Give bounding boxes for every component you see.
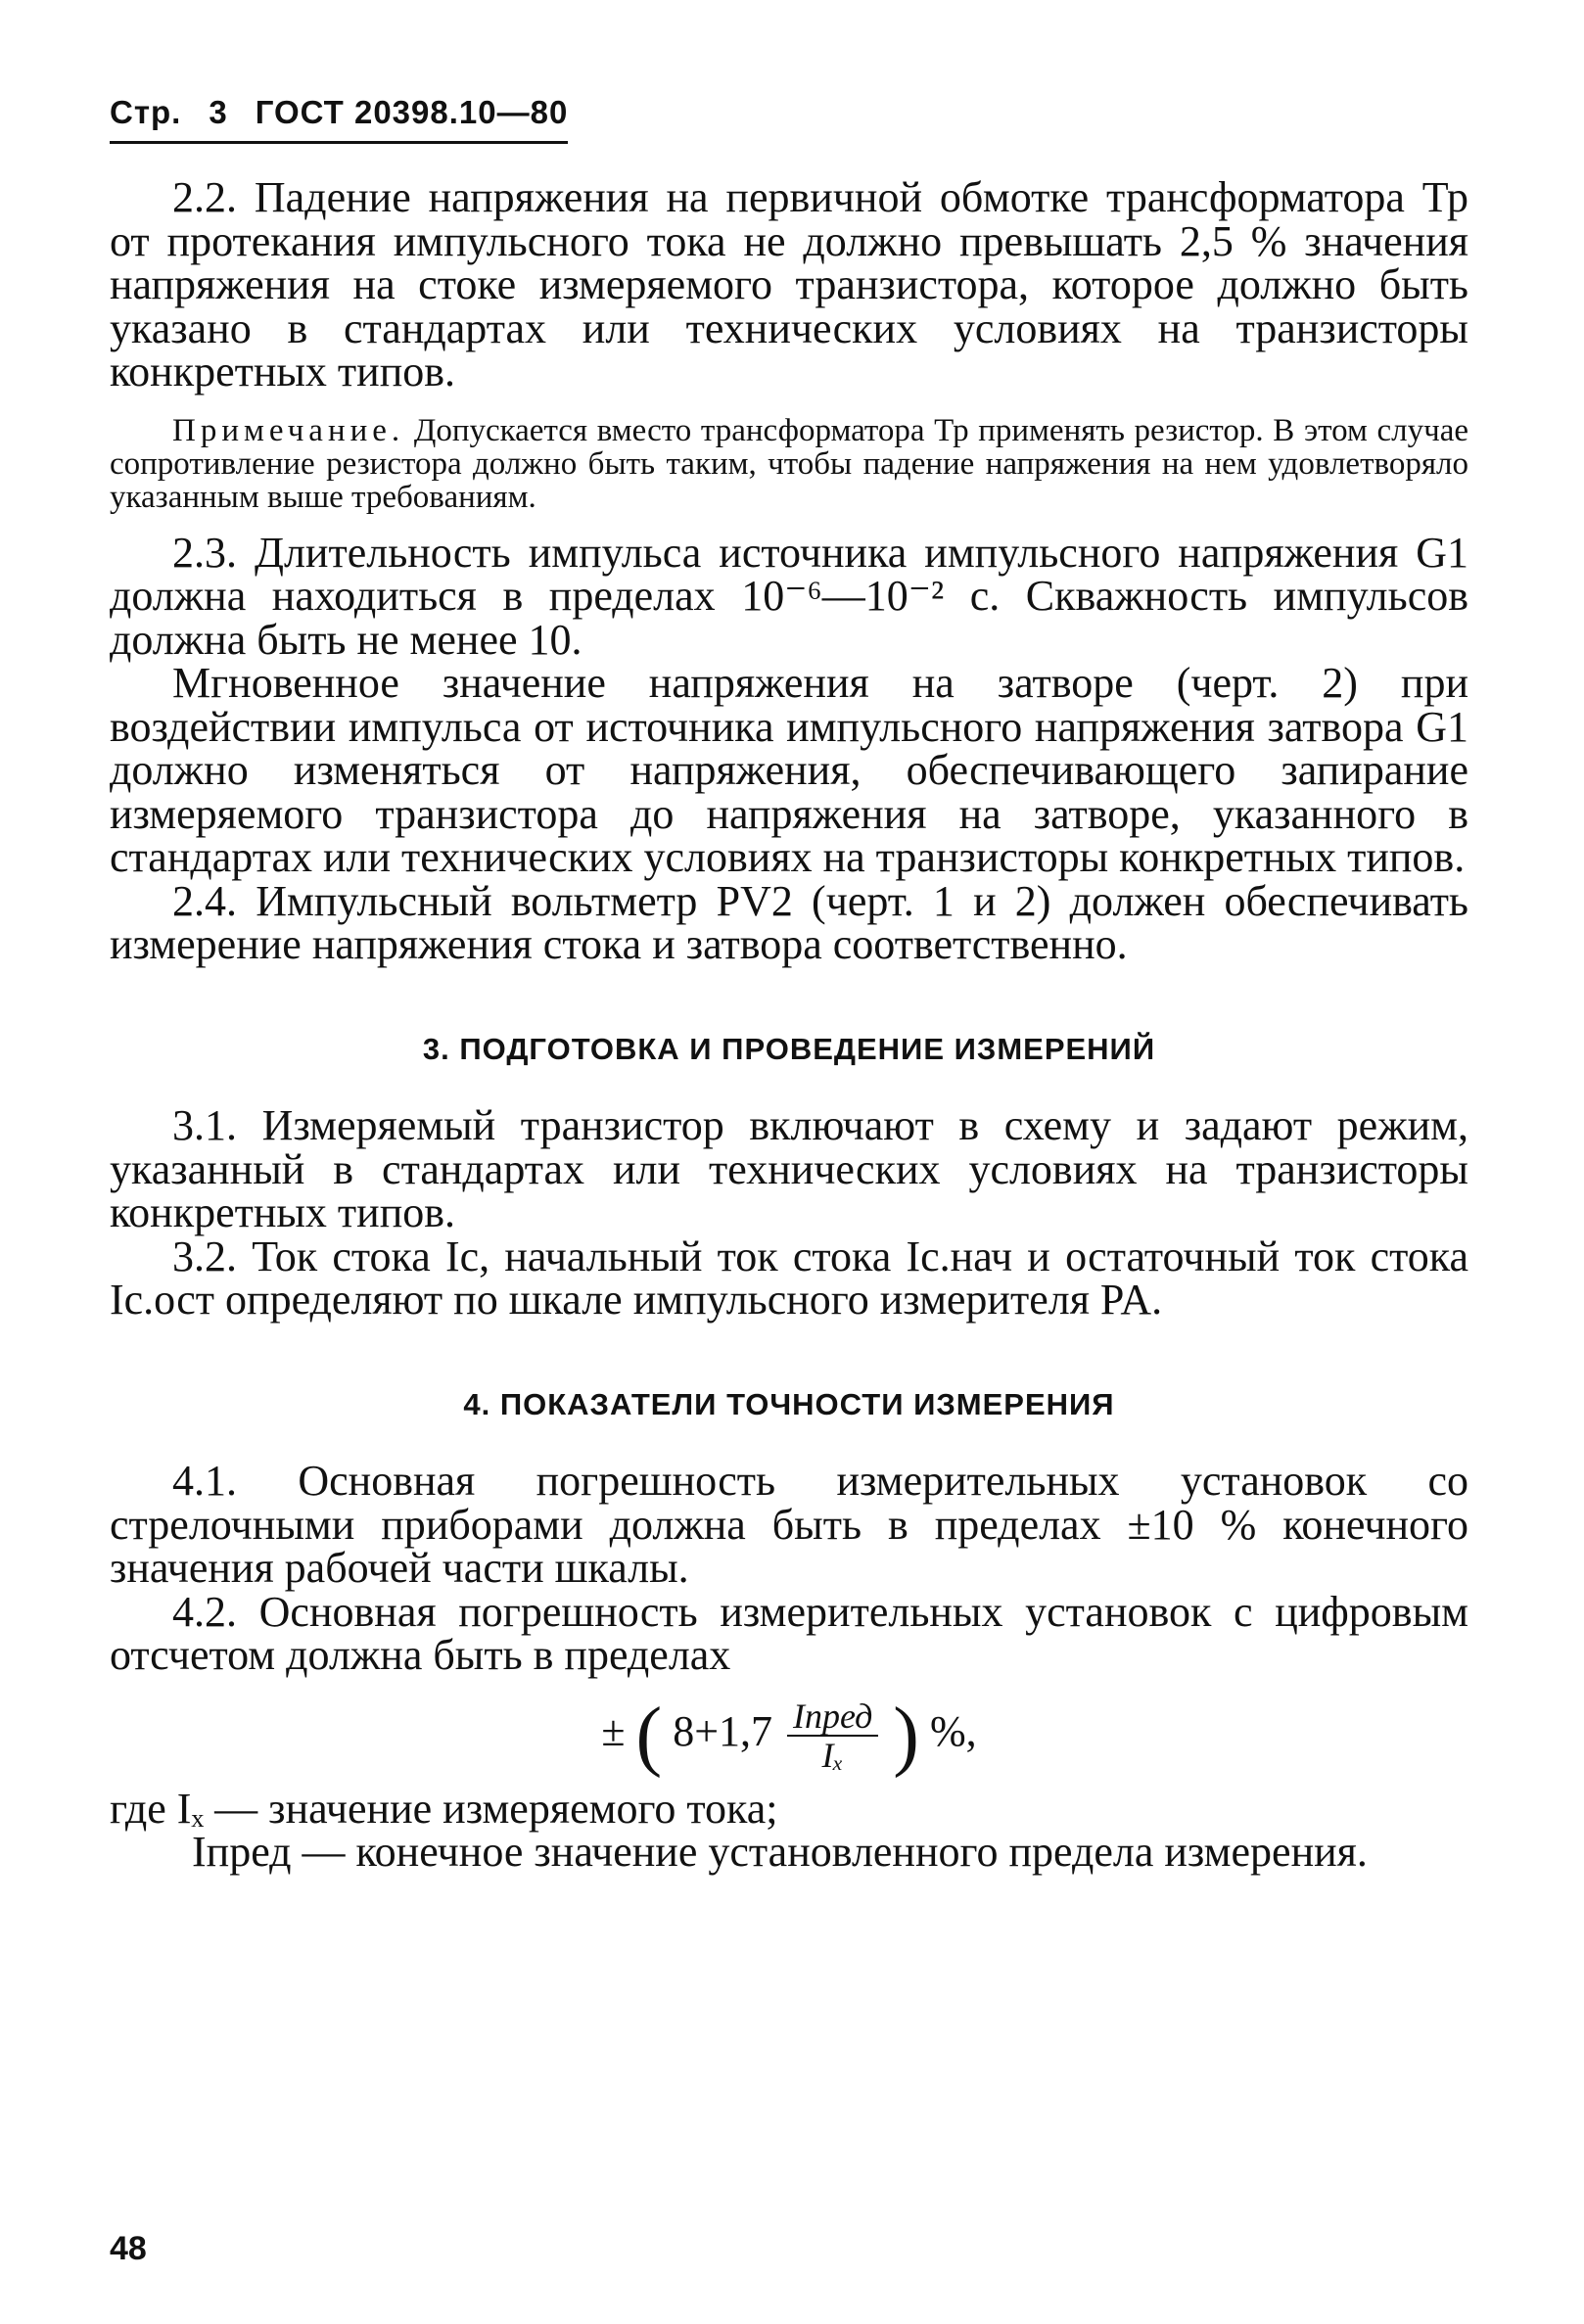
standard-code: ГОСТ 20398.10—80 <box>255 94 569 130</box>
formula-left-paren: ( <box>635 1692 663 1779</box>
note <box>110 414 1468 514</box>
section-4-title: 4. ПОКАЗАТЕЛИ ТОЧНОСТИ ИЗМЕРЕНИЯ <box>463 1386 1115 1421</box>
formula-fraction <box>787 1697 878 1774</box>
paragraph-3-1: 3.1. Измеряемый транзистор включают в схему и задают режим, указанный в стандартах или технических условиях на транзисторы конкретных типов. <box>110 1101 1468 1236</box>
page-header <box>110 94 568 144</box>
page-number: 3 <box>209 94 228 130</box>
paragraph-4-1: 4.1. Основная погрешность измерительных установок со стрелочными приборами должна быть в пределах ±10 % конечного значения рабочей части шкалы. <box>110 1457 1468 1592</box>
formula-right-paren: ) <box>893 1692 919 1779</box>
paragraph-2-2: 2.2. Падение напряжения на первичной обмотке трансформатора Тр от протекания импульсного тока не должно превышать 2,5 % значения напряжения на стоке измеряемого транзистора, которое должно быть указано в стандартах или технических условиях на транзисторы конкретных типов. <box>110 173 1468 395</box>
formula-plus-minus: ± <box>601 1706 626 1755</box>
note-heading: Примечание. <box>172 412 405 448</box>
paragraph-2-4: 2.4. Импульсный вольтметр PV2 (черт. 1 и 2) должен обеспечивать измерение напряжения стока и затвора соответственно. <box>110 876 1468 968</box>
paragraph-4-2: 4.2. Основная погрешность измерительных установок с цифровым отсчетом должна быть в пределах <box>110 1587 1468 1679</box>
formula-constant: 8+1,7 <box>673 1706 773 1755</box>
definition-ix: где Iₓ — значение измеряемого тока; <box>110 1784 778 1833</box>
page-label: Стр. <box>110 94 182 130</box>
definition-ipred: Iпред — конечное значение установленного предела измерения. <box>192 1828 1368 1876</box>
formula-suffix: %, <box>929 1706 977 1755</box>
note-text: Допускается вместо трансформатора Тр применять резистор. В этом случае сопротивление резистора должно быть таким, чтобы падение напряжения на нем удовлетворяло указанным выше требованиям. <box>110 412 1468 515</box>
accuracy-formula <box>110 1692 1468 1779</box>
formula-denominator: Iₓ <box>821 1735 844 1775</box>
document-body <box>110 173 1468 1876</box>
page-footer-number: 48 <box>110 2230 147 2267</box>
section-3-title: 3. ПОДГОТОВКА И ПРОВЕДЕНИЕ ИЗМЕРЕНИЙ <box>422 1031 1156 1066</box>
paragraph-3-2: 3.2. Ток стока Iс, начальный ток стока Iс.нач и остаточный ток стока Iс.ост определяют по шкале импульсного измерителя PA. <box>110 1232 1468 1324</box>
formula-numerator: Iпред <box>787 1697 878 1737</box>
paragraph-2-3-continued: Мгновенное значение напряжения на затворе (черт. 2) при воздействии импульса от источника импульсного напряжения затвора G1 должно изменяться от напряжения, обеспечивающего запирание измеряемого транзистора до напряжения на затворе, указанного в стандартах или технических условиях на транзисторы конкретных типов. <box>110 659 1468 881</box>
paragraph-2-3: 2.3. Длительность импульса источника импульсного напряжения G1 должна находиться в пределах 10⁻⁶—10⁻² с. Скважность импульсов должна быть не менее 10. <box>110 528 1468 664</box>
